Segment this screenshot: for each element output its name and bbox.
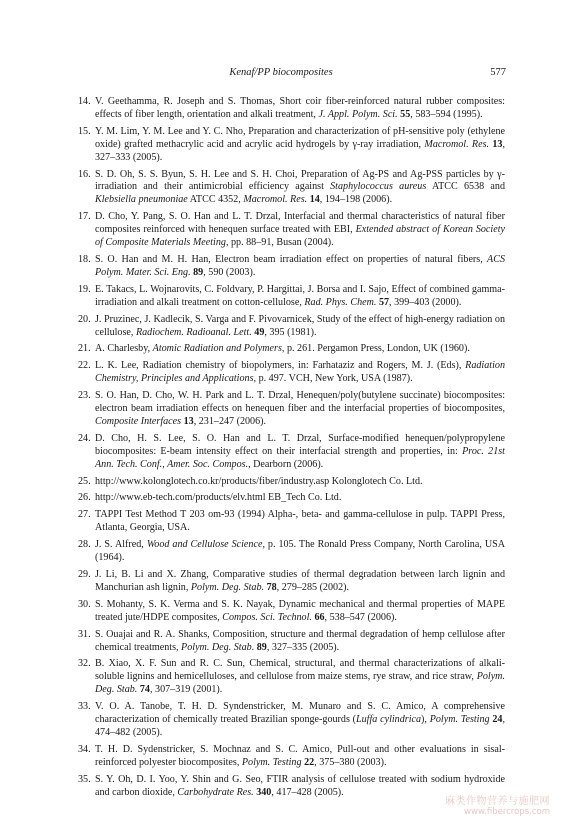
reference-text: D. Cho, Y. Pang, S. O. Han and L. T. Drzal, Interfacial and thermal characteristics of natural fiber composites reinforced with henequen surface treated with EBI, Extended abstract of Korean Society of Composite Materials Meeting, pp. 88–91, Busan (2004).	[95, 211, 505, 249]
reference-item	[78, 774, 505, 800]
reference-item	[78, 629, 505, 655]
reference-item	[78, 492, 505, 505]
reference-text: S. Ouajai and R. A. Shanks, Composition, structure and thermal degradation of hemp cellulose after chemical treatments, Polym. Deg. Stab. 89, 327–335 (2005).	[95, 628, 505, 653]
reference-number: 23.	[78, 390, 91, 402]
reference-number: 30.	[78, 598, 91, 610]
reference-item	[78, 476, 505, 489]
reference-number: 29.	[78, 569, 91, 580]
reference-number: 28.	[78, 539, 91, 551]
reference-text: T. H. D. Sydenstricker, S. Mochnaz and S. C. Amico, Pull-out and other evaluations in sisal-reinforced polyester biocomposites, Polym. Testing 22, 375–380 (2003).	[95, 743, 505, 768]
reference-item	[78, 509, 505, 535]
reference-number: 16.	[78, 168, 91, 180]
reference-text: Y. M. Lim, Y. M. Lee and Y. C. Nho, Preparation and characterization of pH-sensitive poly (ethylene oxide) grafted methacrylic acid and acrylic acid hydrogels by γ-ray irradiation, Macromol. Res. 13, 327–333 (2005).	[95, 125, 505, 163]
reference-number: 17.	[78, 211, 91, 223]
reference-number: 20.	[78, 313, 91, 325]
reference-item	[78, 744, 505, 770]
reference-item	[78, 96, 505, 122]
reference-item	[78, 539, 505, 565]
reference-list	[78, 96, 505, 804]
reference-item	[78, 360, 505, 386]
watermark	[445, 796, 550, 818]
reference-item	[78, 343, 505, 356]
reference-number: 32.	[78, 658, 91, 670]
reference-text: B. Xiao, X. F. Sun and R. C. Sun, Chemical, structural, and thermal characterizations of alkali-soluble lignins and hemicelluloses, and cellulose from maize stems, rye straw, and rice straw, Polym. Deg. Stab. 74, 307–319 (2001).	[95, 658, 505, 696]
reference-number: 31.	[78, 628, 91, 640]
reference-number: 15.	[78, 125, 91, 137]
reference-text: J. S. Alfred, Wood and Cellulose Science, p. 105. The Ronald Press Company, North Carolina, USA (1964).	[95, 539, 506, 564]
page-number: 577	[490, 67, 506, 78]
reference-item	[78, 314, 505, 340]
reference-text: D. Cho, H. S. Lee, S. O. Han and L. T. Drzal, Surface-modified henequen/polypropylene biocomposites: E-beam intensity effect on their interfacial strength and properties, in: Proc. 21st Ann. Tech. Conf., Amer. Soc. Compos., Dearborn (2006).	[95, 432, 505, 470]
reference-text: http://www.kolonglotech.co.kr/products/fiber/industry.asp Kolonglotech Co. Ltd.	[95, 475, 423, 487]
reference-text: J. Li, B. Li and X. Zhang, Comparative studies of thermal degradation between larch lignin and Manchurian ash lignin, Polym. Deg. Stab. 78, 279–285 (2002).	[95, 569, 505, 593]
page-header	[0, 67, 562, 83]
reference-text: TAPPI Test Method T 203 om-93 (1994) Alpha-, beta- and gamma-cellulose in pulp. TAPPI Press, Atlanta, Georgia, USA.	[95, 509, 505, 534]
reference-item	[78, 658, 505, 697]
reference-item	[78, 433, 505, 472]
reference-text: S. D. Oh, S. S. Byun, S. H. Lee and S. H. Choi, Preparation of Ag-PS and Ag-PSS particles by γ-irradiation and their antimicrobial efficiency against Staphylococcus aureus ATCC 6538 and Klebsiella pneumoniae ATCC 4352, Macromol. Res. 14, 194–198 (2006).	[95, 168, 505, 206]
watermark-title: 麻类作物营养与施肥网	[445, 796, 550, 807]
reference-text: A. Charlesby, Atomic Radiation and Polymers, p. 261. Pergamon Press, London, UK (1960).	[95, 343, 470, 355]
reference-text: S. O. Han, D. Cho, W. H. Park and L. T. Drzal, Henequen/poly(butylene succinate) biocomposites: electron beam irradiation effects on henequen fiber and the interfacial properties of biocomposites, Composite Interfaces 13, 231–247 (2006).	[95, 390, 505, 427]
reference-item	[78, 599, 505, 625]
reference-number: 18.	[78, 253, 91, 265]
reference-number: 34.	[78, 743, 91, 755]
reference-text: L. K. Lee, Radiation chemistry of biopolymers, in: Farhataziz and Rogers, M. J. (Eds), Radiation Chemistry, Principles and Applications, p. 497. VCH, New York, USA (1987).	[95, 360, 505, 385]
reference-item	[78, 701, 505, 740]
reference-number: 33.	[78, 701, 91, 713]
reference-item	[78, 211, 505, 250]
reference-item	[78, 169, 505, 208]
reference-item	[78, 569, 505, 595]
reference-text: S. Y. Oh, D. I. Yoo, Y. Shin and G. Seo, FTIR analysis of cellulose treated with sodium hydroxide and carbon dioxide, Carbohydrate Res. 340, 417–428 (2005).	[95, 773, 505, 798]
reference-number: 25.	[78, 475, 91, 487]
reference-text: S. O. Han and M. H. Han, Electron beam irradiation effect on properties of natural fibers, ACS Polym. Mater. Sci. Eng. 89, 590 (2003).	[95, 253, 505, 278]
reference-number: 21.	[78, 343, 91, 355]
reference-text: E. Takacs, L. Wojnarovits, C. Foldvary, P. Hargittai, J. Borsa and I. Sajo, Effect of combined gamma-irradiation and alkali treatment on cotton-cellulose, Rad. Phys. Chem. 57, 399–403 (2000).	[95, 283, 505, 308]
reference-item	[78, 390, 505, 429]
running-title: Kenaf/PP biocomposites	[229, 67, 333, 78]
reference-number: 26.	[78, 492, 91, 504]
reference-number: 19.	[78, 283, 91, 295]
reference-text: http://www.eb-tech.com/products/elv.html EB_Tech Co. Ltd.	[95, 492, 342, 504]
reference-number: 27.	[78, 509, 91, 521]
reference-item	[78, 284, 505, 310]
reference-text: V. O. A. Tanobe, T. H. D. Syndenstricker, M. Munaro and S. C. Amico, A comprehensive characterization of chemically treated Brazilian sponge-gourds (Luffa cylindrica), Polym. Testing 24, 474–482 (2005).	[95, 701, 505, 738]
watermark-url: www.fibercrops.com	[464, 807, 550, 817]
reference-number: 14.	[78, 96, 91, 107]
reference-item	[78, 126, 505, 165]
reference-text: V. Geethamma, R. Joseph and S. Thomas, Short coir fiber-reinforced natural rubber composites: effects of fiber length, orientation and alkali treatment, J. Appl. Polym. Sci. 55, 583–594 (1995).	[95, 96, 505, 120]
reference-text: S. Mohanty, S. K. Verma and S. K. Nayak, Dynamic mechanical and thermal properties of MAPE treated jute/HDPE composites, Compos. Sci. Technol. 66, 538–547 (2006).	[95, 598, 505, 623]
reference-item	[78, 254, 505, 280]
reference-number: 24.	[78, 432, 91, 444]
reference-text: J. Pruzinec, J. Kadlecik, S. Varga and F. Pivovarnicek, Study of the effect of high-energy radiation on cellulose, Radiochem. Radioanal. Lett. 49, 395 (1981).	[95, 313, 505, 338]
reference-number: 22.	[78, 360, 91, 372]
reference-number: 35.	[78, 773, 91, 785]
